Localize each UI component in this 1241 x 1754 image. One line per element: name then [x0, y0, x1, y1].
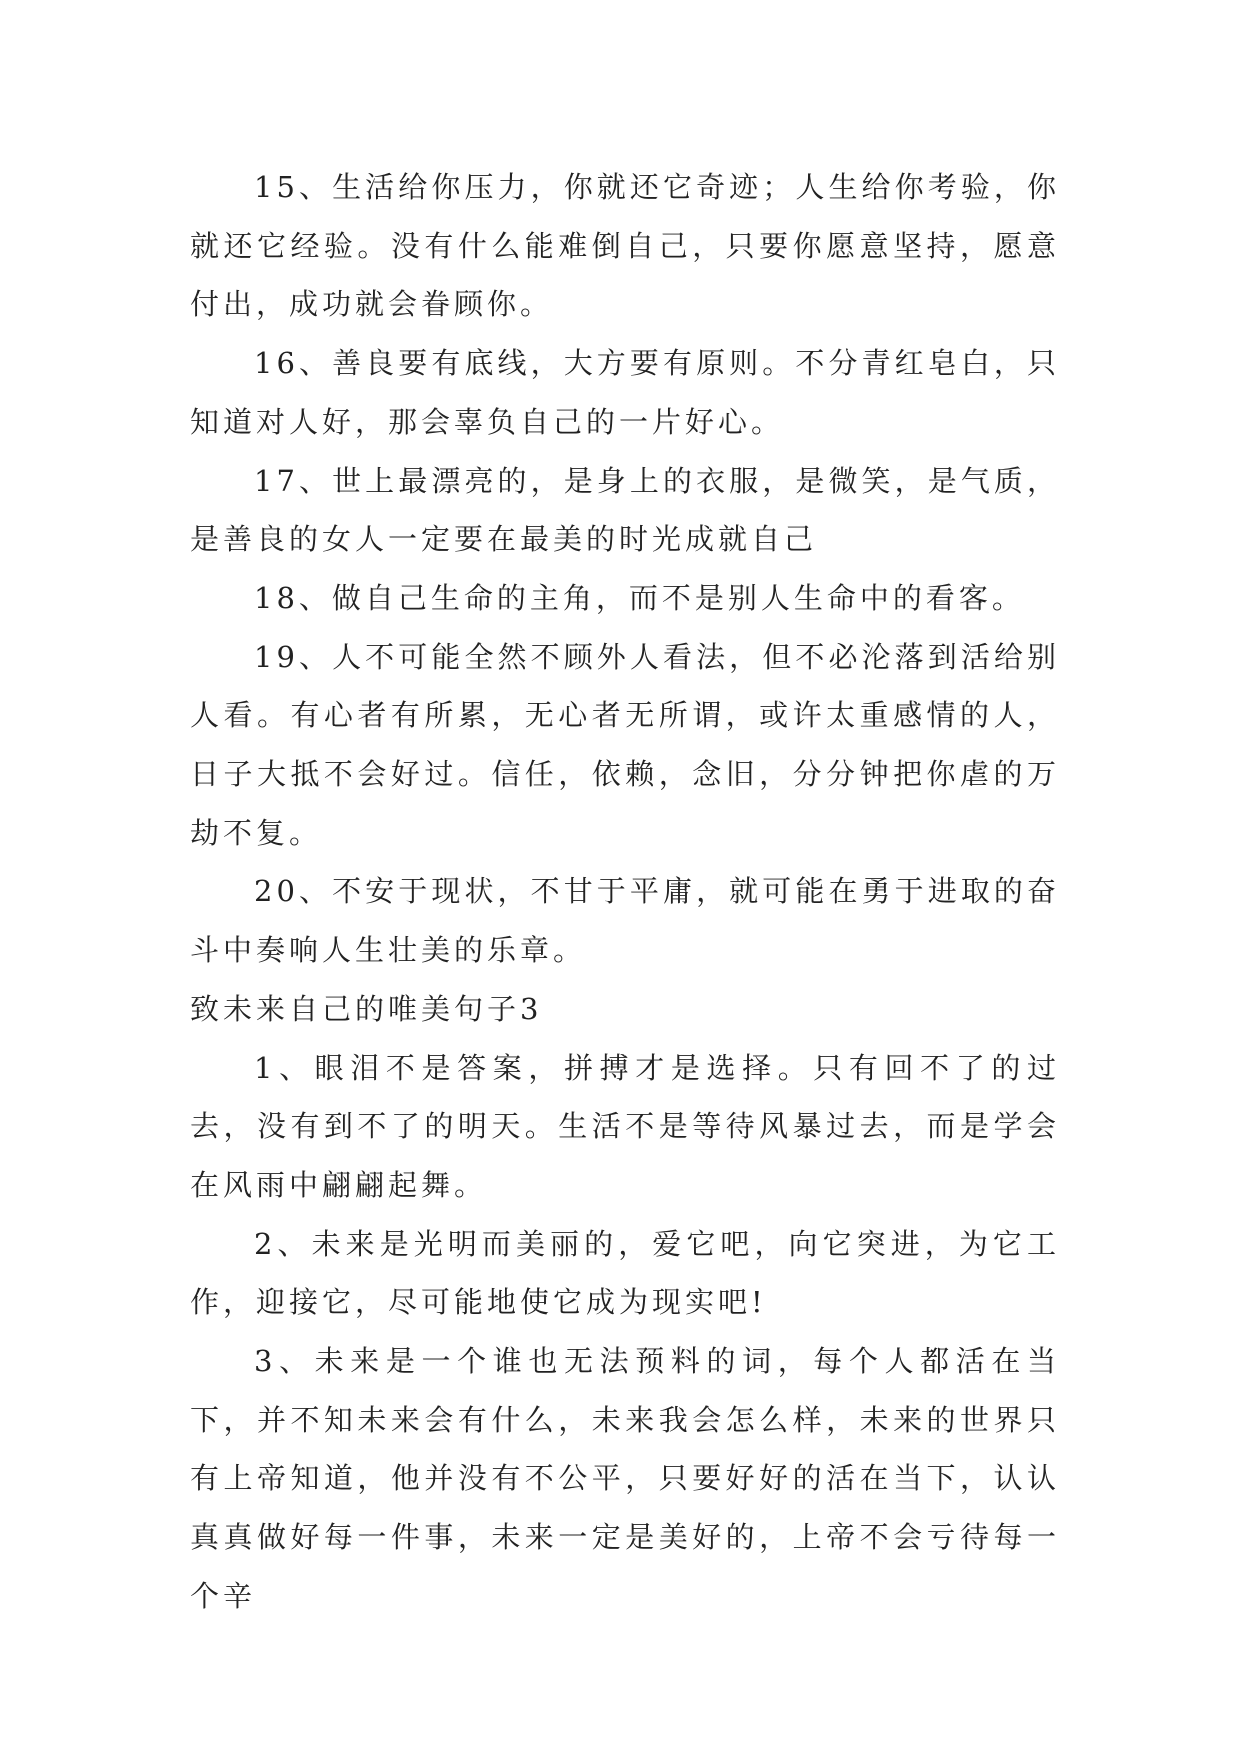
paragraph-18: 18、做自己生命的主角，而不是别人生命中的看客。	[254, 580, 1025, 615]
paragraph-1: 1、眼泪不是答案，拼搏才是选择。只有回不了的过去，没有到不了的明天。生活不是等待风暴过去，而是学会在风雨中翩翩起舞。	[190, 1050, 1060, 1202]
paragraph-16: 16、善良要有底线，大方要有原则。不分青红皂白，只知道对人好，那会辜负自己的一片好心。	[190, 346, 1060, 439]
paragraph-15: 15、生活给你压力，你就还它奇迹；人生给你考验，你就还它经验。没有什么能难倒自己，只要你愿意坚持，愿意付出，成功就会眷顾你。	[190, 170, 1060, 322]
paragraph-19: 19、人不可能全然不顾外人看法，但不必沦落到活给别人看。有心者有所累，无心者无所谓，或许太重感情的人，日子大抵不会好过。信任，依赖，念旧，分分钟把你虐的万劫不复。	[190, 639, 1060, 850]
document-page	[190, 158, 1060, 1626]
paragraph-2: 2、未来是光明而美丽的，爱它吧，向它突进，为它工作，迎接它，尽可能地使它成为现实吧!	[190, 1226, 1060, 1320]
paragraph-20: 20、不安于现状，不甘于平庸，就可能在勇于进取的奋斗中奏响人生壮美的乐章。	[190, 874, 1060, 968]
paragraph-3: 3、未来是一个谁也无法预料的词，每个人都活在当下，并不知未来会有什么，未来我会怎么样，未来的世界只有上帝知道，他并没有不公平，只要好好的活在当下，认认真真做好每一件事，未来一定是美好的，上帝不会亏待每一个辛	[190, 1344, 1060, 1613]
paragraph-17: 17、世上最漂亮的，是身上的衣服，是微笑，是气质，是善良的女人一定要在最美的时光成就自己	[190, 463, 1060, 557]
section-heading: 致未来自己的唯美句子3	[190, 991, 543, 1026]
